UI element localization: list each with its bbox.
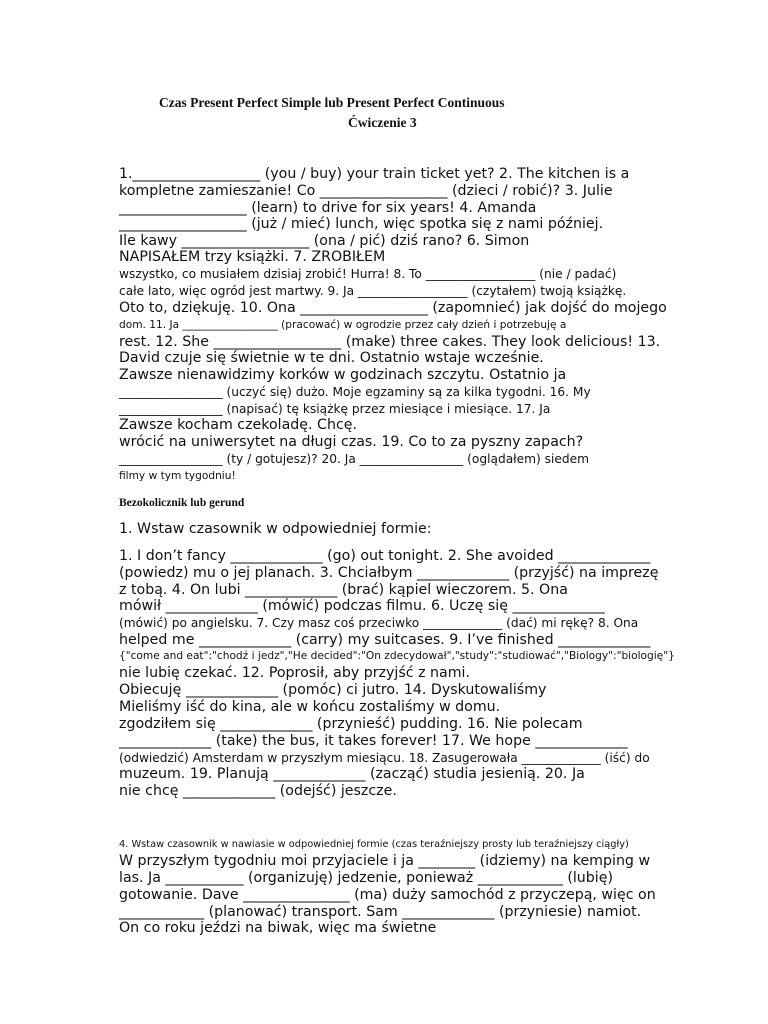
text-line: {"come and eat":"chodź i jedz","He decided":"On zdecydował","study":"studiować","Biology":"biologię"}: [119, 650, 675, 662]
text-line: zgodziłem się _____________ (przynieść) pudding. 16. Nie polecam: [119, 716, 583, 732]
text-line: nie chcę _____________ (odejść) jeszcze.: [119, 783, 397, 799]
text-line: (powiedz) mu o jej planach. 3. Chciałbym _____________ (przyjść) na imprezę: [119, 565, 659, 581]
text-line: NAPISAŁEM trzy książki. 7. ZROBIŁEM: [119, 249, 386, 265]
text-line: wrócić na uniwersytet na długi czas. 19. Co to za pyszny zapach?: [119, 434, 584, 450]
text-line: _____________ (take) the bus, it takes forever! 17. We hope _____________: [119, 733, 628, 749]
instruction-text: 4. Wstaw czasownik w nawiasie w odpowiedniej formie (czas teraźniejszy prosty lub teraźniejszy ciągły): [119, 839, 629, 850]
text-line: Oto to, dziękuję. 10. Ona __________________ (zapomnieć) jak dojść do mojego: [119, 300, 667, 316]
text-line: dom. 11. Ja __________________ (pracować) w ogrodzie przez cały dzień i potrzebuję a: [119, 319, 567, 331]
exercise-subtitle: Ćwiczenie 3: [348, 115, 417, 130]
text-line: gotowanie. Dave _______________ (ma) duży samochód z przyczepą, więc on: [119, 887, 656, 903]
text-line: kompletne zamieszanie! Co __________________ (dzieci / robić)? 3. Julie: [119, 183, 613, 199]
text-line: W przyszłym tygodniu moi przyjaciele i ja ________ (idziemy) na kemping w: [119, 853, 651, 869]
instruction-text: 1. Wstaw czasownik w odpowiedniej formie:: [119, 521, 432, 537]
text-line: mówił _____________ (mówić) podczas filmu. 6. Uczę się _____________: [119, 598, 605, 614]
text-line: całe lato, więc ogród jest martwy. 9. Ja __________________ (czytałem) twoją książkę.: [119, 284, 627, 298]
text-line: muzeum. 19. Planują _____________ (zacząć) studia jesienią. 20. Ja: [119, 766, 585, 782]
text-line: filmy w tym tygodniu!: [119, 470, 236, 482]
text-line: On co roku jeździ na biwak, więc ma świetne: [119, 920, 437, 936]
text-line: wszystko, co musiałem dzisiaj zrobić! Hurra! 8. To __________________ (nie / padać): [119, 267, 617, 281]
text-line: __________________ (learn) to drive for six years! 4. Amanda: [119, 200, 537, 216]
text-line: (mówić) po angielsku. 7. Czy masz coś przeciwko _____________ (dać) mi rękę? 8. Ona: [119, 616, 639, 630]
text-line: _________________ (uczyć się) dużo. Moje egzaminy są za kilka tygodni. 16. My: [119, 385, 591, 399]
text-line: Ile kawy __________________ (ona / pić) dziś rano? 6. Simon: [119, 233, 530, 249]
text-line: _________________ (ty / gotujesz)? 20. Ja _________________ (oglądałem) siedem: [119, 452, 589, 466]
text-line: 1.__________________ (you / buy) your train ticket yet? 2. The kitchen is a: [119, 166, 630, 182]
text-line: las. Ja ___________ (organizuję) jedzenie, ponieważ ____________ (lubię): [119, 870, 614, 886]
text-line: ____________ (planować) transport. Sam _____________ (przyniesie) namiot.: [119, 904, 642, 920]
text-line: _________________ (napisać) tę książkę przez miesiące i miesiące. 17. Ja: [119, 402, 551, 416]
text-line: __________________ (już / mieć) lunch, więc spotka się z nami później.: [119, 216, 604, 232]
text-line: (odwiedzić) Amsterdam w przyszłym miesiącu. 18. Zasugerowała _____________ (iść) do: [119, 751, 650, 765]
text-line: z tobą. 4. On lubi _____________ (brać) kąpiel wieczorem. 5. Ona: [119, 582, 568, 598]
text-line: nie lubię czekać. 12. Poprosił, aby przyjść z nami.: [119, 665, 470, 681]
text-line: David czuje się świetnie w te dni. Ostatnio wstaje wcześnie.: [119, 350, 544, 366]
text-line: Zawsze nienawidzimy korków w godzinach szczytu. Ostatnio ja: [119, 367, 567, 383]
text-line: Obiecuję _____________ (pomóc) ci jutro. 14. Dyskutowaliśmy: [119, 682, 547, 698]
text-line: Zawsze kocham czekoladę. Chcę.: [119, 417, 357, 433]
text-line: Mieliśmy iść do kina, ale w końcu zostaliśmy w domu.: [119, 699, 501, 715]
text-line: rest. 12. She __________________ (make) three cakes. They look delicious! 13.: [119, 334, 661, 350]
document-title: Czas Present Perfect Simple lub Present Perfect Continuous: [159, 95, 505, 110]
section-title: Bezokolicznik lub gerund: [119, 497, 245, 509]
text-line: 1. I don’t fancy _____________ (go) out tonight. 2. She avoided _____________: [119, 548, 651, 564]
text-line: helped me _____________ (carry) my suitcases. 9. I’ve finished _____________: [119, 632, 651, 648]
